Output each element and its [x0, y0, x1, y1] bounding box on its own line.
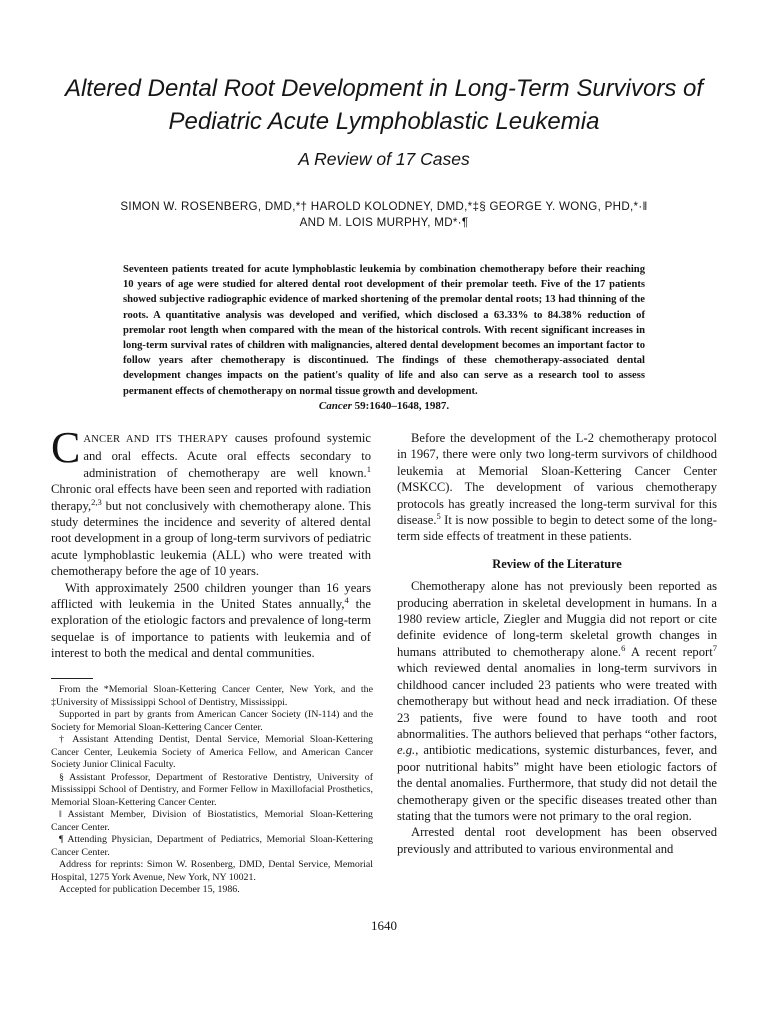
background-text-a: Before the development of the L-2 chemotherapy protocol in 1967, there were only two long-term survivors of childhood leukemia at Memorial Sloan-Kettering Cancer Center (MSKCC). The development of various chemotherapy protocols has greatly increased the long-term survival for this disease.	[397, 431, 717, 528]
footnote: Accepted for publication December 15, 1986.	[59, 884, 240, 895]
reference-marker: 6	[621, 642, 626, 653]
footnote: From the *Memorial Sloan-Kettering Cancer Center, New York, and the ‡University of Mississippi School of Dentistry, Mississippi.	[51, 684, 373, 708]
intro-text-b: Chronic oral effects have been seen and reported with radiation therapy,	[51, 482, 371, 513]
reference-marker: 4	[344, 594, 349, 605]
page-number: 1640	[371, 918, 397, 933]
footnote: † Assistant Attending Dentist, Dental Service, Memorial Sloan-Kettering Cancer Center, Leukemia Society of America Fellow, and American Cancer Society Junior Clinical Faculty.	[51, 734, 373, 770]
right-column	[397, 430, 717, 857]
author-line-1: SIMON W. ROSENBERG, DMD,*† HAROLD KOLODNEY, DMD,*‡§ GEORGE Y. WONG, PHD,*·‖	[120, 200, 648, 213]
footnote: § Assistant Professor, Department of Restorative Dentistry, University of Mississippi School of Dentistry, and Former Fellow in Maxillofacial Prosthetics, Memorial Sloan-Kettering Cancer Center.	[51, 771, 373, 808]
article-title	[40, 72, 728, 138]
abstract: Seventeen patients treated for acute lymphoblastic leukemia by combination chemotherapy before their reaching 10 years of age were studied for altered dental root development of their premolar teeth. Five of the 17 patients showed subjective radiographic evidence of marked shortening of the premolar dental roots; 13 had thinning of the roots. A quantitative analysis was developed and verified, which disclosed a 63.33% to 84.38% reduction of premolar root length when compared with the mean of the historical controls. With recent significant increases in long-term survival rates of children with malignancies, altered dental development becomes an important factor to follow years after chemotherapy is discontinued. The findings of these chemotherapy-associated dental development changes impacts on the patient's quality of life and also can serve as a research tool to assess permanent effects of chemotherapy on normal tissue growth and development.	[123, 264, 645, 397]
journal-name: Cancer	[318, 400, 352, 412]
author-list	[70, 199, 698, 231]
intro-smallcaps: ANCER AND ITS THERAPY	[83, 434, 229, 445]
section-heading: Review of the Literature	[492, 556, 622, 571]
intro-text-a: causes profound systemic and oral effects. Acute oral effects secondary to administration of chemotherapy are well known.	[83, 431, 371, 480]
background-text-b: It is now possible to begin to detect some of the long-term side effects of treatment in these patients.	[397, 513, 717, 544]
intro2-text-a: With approximately 2500 children younger than 16 years afflicted with leukemia in the United States annually,	[51, 580, 371, 612]
literature-paragraph-2: Arrested dental root development has been observed previously and attributed to various environmental and	[397, 825, 717, 856]
background-paragraph	[397, 430, 717, 545]
reference-marker: 7	[712, 642, 717, 653]
article-subtitle: A Review of 17 Cases	[298, 149, 470, 169]
intro-text-c: but not conclusively with chemotherapy alone. This study determines the incidence and severity of altered dental root development in a group of long-term survivors of pediatric acute lymphoblastic leukemia (ALL) who were treated with chemotherapy before the age of 10 years.	[51, 498, 372, 579]
reference-marker: 1	[366, 463, 371, 474]
footnote: Supported in part by grants from American Cancer Society (IN-114) and the Society for Memorial Sloan-Kettering Cancer Center.	[51, 709, 373, 733]
footnote: ‖ Assistant Member, Division of Biostatistics, Memorial Sloan-Kettering Cancer Center.	[51, 809, 373, 833]
intro-paragraph-2	[51, 580, 371, 662]
citation-details: 59:1640–1648, 1987.	[351, 400, 450, 412]
drop-cap: C	[51, 423, 81, 472]
author-line-2: AND M. LOIS MURPHY, MD*·¶	[299, 216, 469, 229]
lit-text-b: A recent report	[625, 644, 713, 659]
citation	[123, 400, 645, 412]
intro-paragraph-1	[51, 423, 372, 580]
left-column	[51, 423, 372, 662]
footnotes	[51, 684, 373, 897]
reference-marker: 5	[436, 510, 441, 521]
lit-text-d: , antibiotic medications, systemic disturbances, fever, and poor nutritional habits” might have been etiologic factors of the dental anomalies. Furthermore, that study did not detail the chemotherapy given or the specific diseases treated other than stating that the tumors were not primary to the oral region.	[397, 743, 717, 823]
intro2-text-b: the exploration of the etiologic factors and prevalence of long-term sequelae is of importance to patients with leukemia and of interest to both the medical and dental communities.	[51, 597, 371, 661]
footnote-rule	[51, 678, 93, 679]
footnote: ¶ Attending Physician, Department of Pediatrics, Memorial Sloan-Kettering Cancer Center.	[51, 834, 373, 858]
lit-text-a: Chemotherapy alone has not previously been reported as producing aberration in skeletal development in humans. In a 1980 review article, Ziegler and Muggia did not report or cite definite evidence of long-term skeletal growth changes in humans attributed to chemotherapy alone.	[397, 579, 717, 659]
title-line-2: Pediatric Acute Lymphoblastic Leukemia	[168, 108, 600, 135]
literature-paragraph-1	[397, 578, 717, 824]
lit-text-c: which reviewed dental anomalies in long-term survivors in childhood cancer included 23 patients who were treated with chemotherapy but without head and neck irradiation. Of these 23 patients, five were found to have tooth and root abnormalities. The authors believed that perhaps “other factors,	[397, 661, 717, 741]
title-line-1: Altered Dental Root Development in Long-Term Survivors of	[64, 75, 704, 102]
eg-italic: e.g.	[397, 743, 416, 758]
reference-marker: 2,3	[91, 496, 102, 507]
footnote: Address for reprints: Simon W. Rosenberg, DMD, Dental Service, Memorial Hospital, 1275 York Avenue, New York, NY 10021.	[51, 859, 373, 883]
